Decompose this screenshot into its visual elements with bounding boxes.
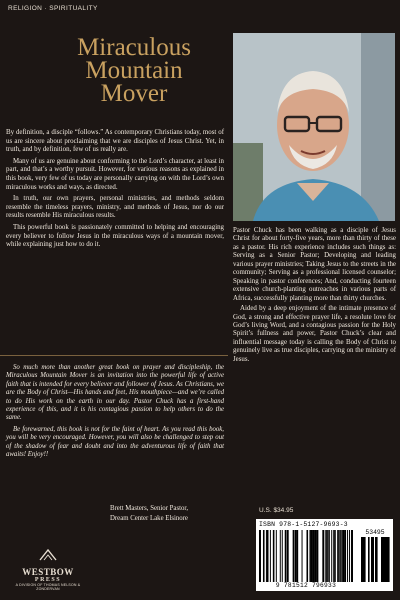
publisher-subtitle: A DIVISION OF THOMAS NELSON & ZONDERVAN: [15, 583, 81, 591]
barcode-addon-bars-icon: [360, 537, 390, 582]
author-bio: [233, 227, 396, 366]
description-paragraph: This powerful book is passionately committed to helping and encouraging every believer to follow Jesus in the miraculous ways of a mountain mover, while explaining just how to do it.: [6, 223, 224, 249]
book-title: [48, 36, 220, 105]
title-line: Miraculous: [77, 34, 191, 61]
title-line: Mountain: [85, 57, 183, 84]
description-paragraph: By definition, a disciple “follows.” As contemporary Christians today, most of us are sincere about proclaiming that we are disciples of Jesus Christ. Yet, in truth, and by definition, few of us really are.: [6, 129, 224, 154]
book-description: [6, 129, 224, 253]
publisher-mark-icon: [38, 548, 58, 562]
description-paragraph: Many of us are genuine about conforming to the Lord’s character, at least in part, and that’s a worthy pursuit. However, for various reasons as explained in this book, very few of us today are personally carrying on with the Lord’s own miraculous works and ways, as directed.: [6, 157, 224, 191]
price-label: U.S. $34.95: [259, 507, 294, 514]
author-photo: [233, 33, 395, 221]
barcode-bars-icon: [259, 530, 353, 582]
title-line: Mover: [100, 80, 168, 107]
endorsement-paragraph: So much more than another great book on prayer and discipleship, the Miraculous Mountain Mover is an invitation into the powerful life of active faith that is intended for every believer and follower of Jesus. As Christians, we are the Body of Christ—His hands and feet, His mouthpiece—and we’re called to do His work on the earth in our day. Pastor Chuck has a first-hand experience of this, and it is his contagious passion to help others to do the same.: [6, 364, 224, 422]
bio-paragraph: Aided by a deep enjoyment of the intimate presence of God, a strong and effective prayer life, a resolute love for God’s living Word, and a contagious passion for the Holy Spirit’s fullness and power, Pastor Chuck’s clear and influential message today is calling the Body of Christ to genuinely live as true disciples, carrying on the ministry of Jesus.: [233, 305, 396, 363]
publisher-name: WESTBOW: [22, 567, 74, 577]
attribution-line: Brett Masters, Senior Pastor,: [110, 505, 189, 512]
author-portrait-icon: [233, 33, 395, 221]
attribution-line: Dream Center Lake Elsinore: [110, 515, 188, 522]
endorsement-attribution: [110, 504, 225, 524]
endorsement: [6, 364, 224, 462]
publisher-name-press: PRESS: [34, 577, 62, 583]
barcode-number: 9 781512 796933: [275, 582, 337, 589]
description-paragraph: In truth, our own prayers, personal ministries, and methods seldom resemble the timeless prayers, ministry, and methods of Jesus, nor do our results resemble His miraculous results.: [6, 195, 224, 220]
barcode: [256, 519, 393, 591]
bio-paragraph: Pastor Chuck has been walking as a disciple of Jesus Christ for about forty-five years, more than thirty of these as a pastor. His rich experience includes such things as: Serving as a Senior Pastor; Developing and leading various prayer ministries; Taking Jesus to the streets in the community; Serving as a professional licensed counselor; Speaking in pastor conferences; And, conducting fourteen extensive church-planting outreaches in various parts of Africa, successfully planting more than thirty churches.: [233, 227, 396, 302]
endorsement-paragraph: Be forewarned, this book is not for the faint of heart. As you read this book, you will be very encouraged. However, you will also be challenged to step out of the shadow of fear and doubt and into the adventurous life of faith that awaits! Enjoy!!: [6, 425, 224, 459]
section-divider: [0, 355, 228, 356]
isbn-text: ISBN 978-1-5127-9693-3: [259, 521, 348, 528]
barcode-addon-number: 53495: [365, 529, 385, 536]
category-label: RELIGION · SPIRITUALITY: [8, 5, 98, 12]
publisher-logo: [8, 548, 88, 591]
